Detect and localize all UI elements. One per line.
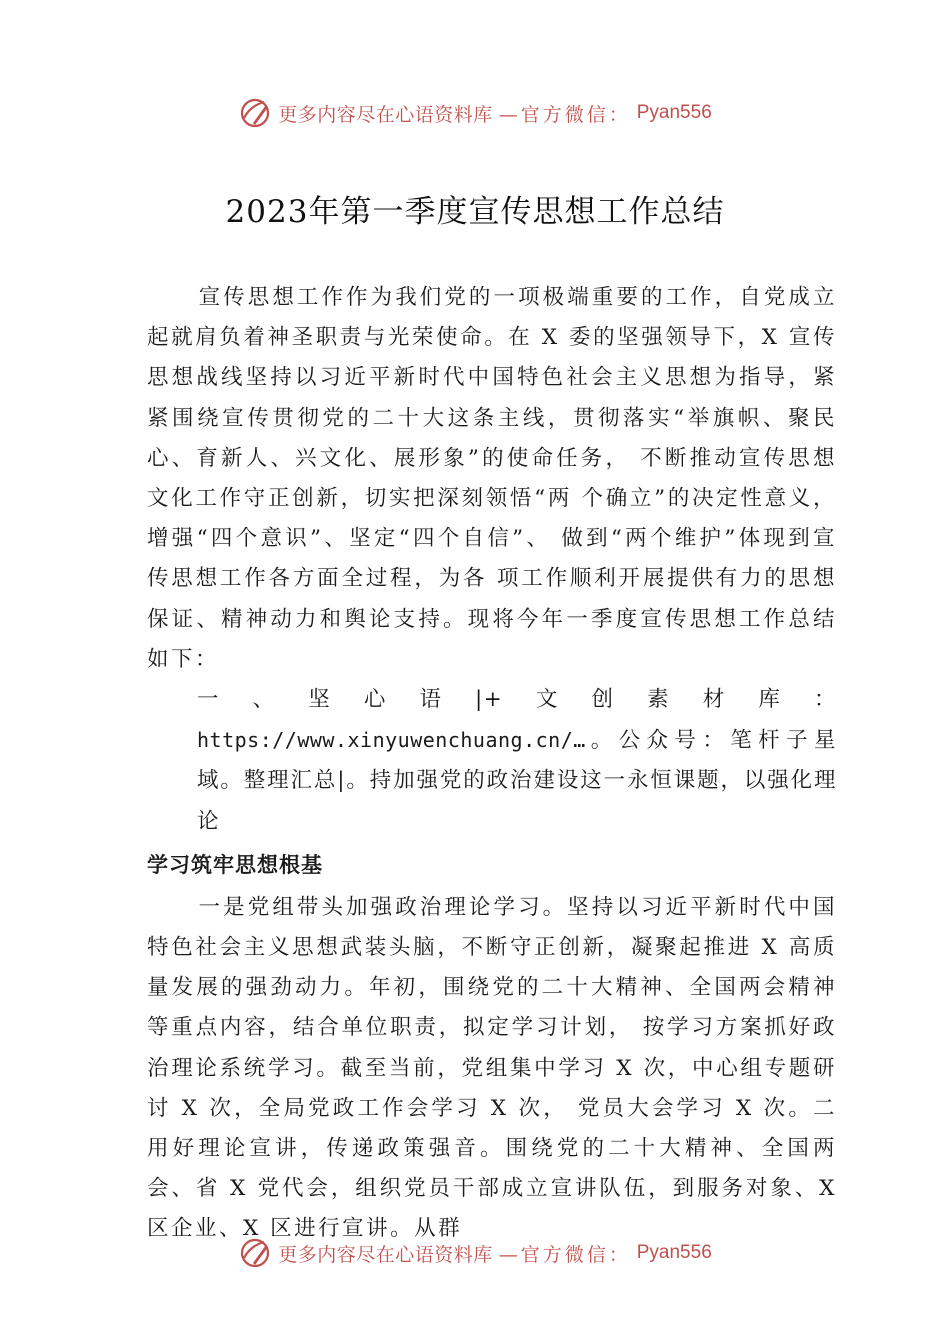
watermark-sub-text: —官方微信： [498,103,631,126]
watermark-main-text: 更多内容尽在心语资料库 [278,103,493,126]
page-title: 2023年第一季度宣传思想工作总结 [225,194,725,230]
document-body [147,278,837,1250]
section-mid: 。公众号：笔杆子星域。整理汇总|。持加强党的政治建设这一永恒课题，以强化理论 [197,728,837,834]
pen-and-circle-logo [238,96,272,130]
watermark-wechat-id: Pyan556 [636,1242,712,1263]
watermark-sub-text: —官方微信： [498,1243,631,1266]
intro-paragraph: 宣传思想工作作为我们党的一项极端重要的工作，自党成立起就肩负着神圣职责与光荣使命。在 X 委的坚强领导下，X 宣传思想战线坚持以习近平新时代中国特色社会主义思想为指导，紧紧围绕宣传贯彻党的二十大这条主线，贯彻落实“举旗帜、聚民心、育新人、兴文化、展形象”的使命任务， 不断推动宣传思想文化工作守正创新，切实把深刻领悟“两 个确立”的决定性意义，增强“四个意识”、坚定“四个自信”、 做到“两个维护”体现到宣传思想工作各方面全过程，为各 项工作顺利开展提供有力的思想保证、精神动力和舆论支持。现将今年一季度宣传思想工作总结如下： [147,285,837,672]
watermark-footer [0,1236,950,1270]
watermark-header [0,96,950,130]
section-prefix: 一、坚心语|+文创素材库： [197,687,837,713]
body-paragraph: 一是党组带头加强政治理论学习。坚持以习近平新时代中国特色社会主义思想武装头脑，不断守正创新，凝聚起推进 X 高质量发展的强劲动力。年初，围绕党的二十大精神、全国两会精神等重点内容，结合单位职责，拟定学习计划， 按学习方案抓好政治理论系统学习。截至当前，党组集中学习 X 次，中心组专题研讨 X 次，全局党政工作会学习 X 次， 党员大会学习 X 次。二用好理论宣讲，传递政策强音。围绕党的二十大精神、全国两会、省 X 党代会，组织党员干部成立宣讲队伍，到服务对象、X 区企业、X 区进行宣讲。从群 [147,894,837,1242]
watermark-wechat-id: Pyan556 [636,102,712,123]
watermark-main-text: 更多内容尽在心语资料库 [278,1243,493,1266]
pen-and-circle-logo [238,1236,272,1270]
section-heading: 学习筑牢思想根基 [147,852,323,877]
section-one-line [197,680,837,842]
section-url: https://www.xinyuwenchuang.cn/… [197,728,586,753]
